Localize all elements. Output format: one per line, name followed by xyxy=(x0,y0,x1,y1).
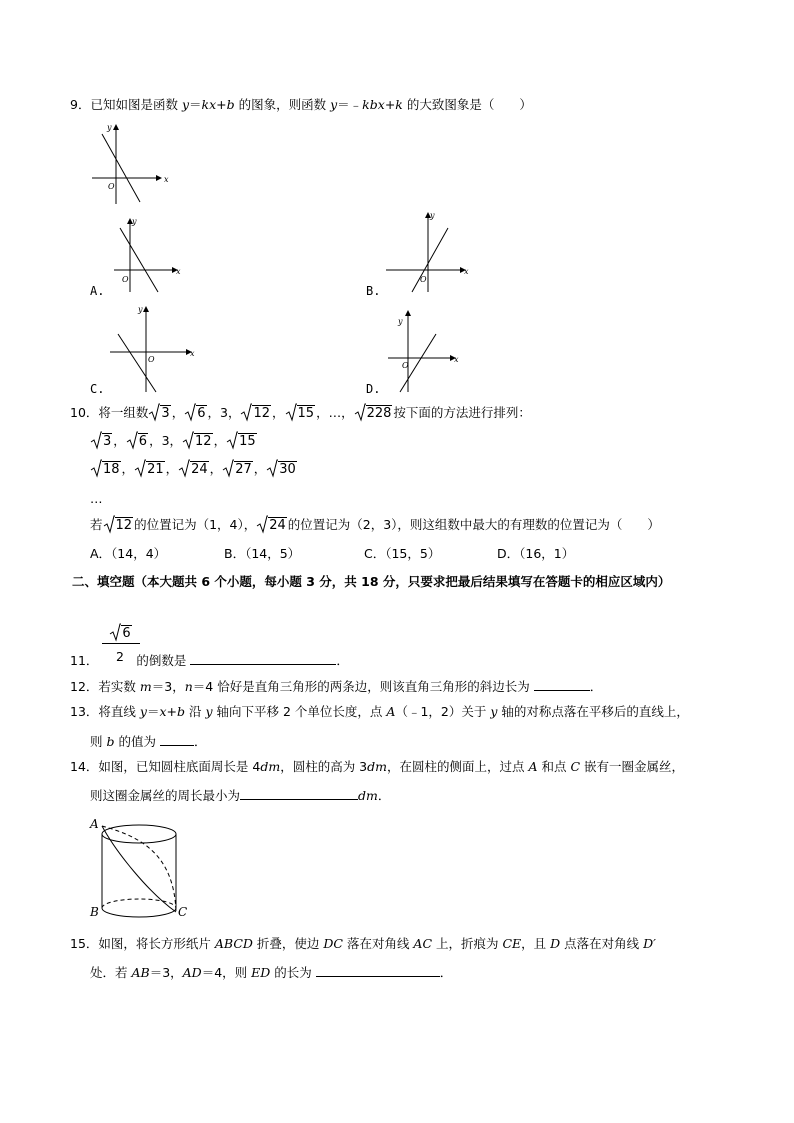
q10-choice-c[interactable]: C．（15，5） xyxy=(364,546,441,561)
q9-given-graph xyxy=(88,122,168,206)
q12-answer-blank[interactable] xyxy=(534,676,590,691)
q9-option-c-graph[interactable] xyxy=(108,304,200,394)
svg-text:x: x xyxy=(176,267,181,276)
q13-answer-blank[interactable] xyxy=(160,731,194,746)
svg-text:y: y xyxy=(138,305,143,314)
option-d-label[interactable]: D. xyxy=(366,382,381,396)
q11-stem: 11． 的倒数是 ． xyxy=(70,650,349,670)
q15-answer-blank[interactable] xyxy=(316,962,440,977)
option-a-label[interactable]: A. xyxy=(90,284,105,298)
q10-choice-a[interactable]: A．（14，4） xyxy=(90,546,167,561)
q14-answer-blank[interactable] xyxy=(240,785,358,800)
svg-text:x: x xyxy=(454,355,459,364)
q14-stem: 14．如图，已知圆柱底面周长是 4dm，圆柱的高为 3dm，在圆柱的侧面上，过点 A 和点 C 嵌有一圈金属丝， xyxy=(70,759,685,774)
svg-text:y: y xyxy=(430,211,435,220)
point-a-label: A xyxy=(90,817,99,831)
q9-stem: 9．已知如图是函数 y＝kx+b 的图象，则函数 y＝﹣kbx+k 的大致图象是（ ） xyxy=(70,97,532,112)
svg-text:O: O xyxy=(402,361,409,370)
q10-choice-b[interactable]: B．（14，5） xyxy=(224,546,301,561)
q15-stem: 15．如图，将长方形纸片 ABCD 折叠，使边 DC 落在对角线 AC 上，折痕为 CE，且 D 点落在对角线 D′ xyxy=(70,936,657,951)
option-b-label[interactable]: B. xyxy=(366,284,381,298)
svg-text:x: x xyxy=(190,349,195,358)
q13-stem: 13．将直线 y＝x+b 沿 y 轴向下平移 2 个单位长度，点 A（﹣1，2）关于 y 轴的对称点落在平移后的直线上， xyxy=(70,704,689,719)
q10-ellipsis: … xyxy=(90,491,103,506)
svg-text:O: O xyxy=(420,275,427,284)
x-axis-label: x xyxy=(164,175,169,184)
q9-option-b-graph[interactable] xyxy=(384,210,472,296)
q10-row2: 18 ， 21 ， 24 ， 27 ， 30 xyxy=(90,460,298,479)
svg-text:O: O xyxy=(122,275,129,284)
svg-text:x: x xyxy=(464,267,469,276)
point-b-label: B xyxy=(90,905,99,919)
point-c-label: C xyxy=(178,905,188,919)
svg-text:y: y xyxy=(398,317,403,326)
svg-text:O: O xyxy=(148,355,155,364)
q13-line2: 则 b 的值为 ． xyxy=(90,731,206,751)
q9-option-a-graph[interactable] xyxy=(112,216,184,296)
q10-position-text: 若 12 的位置记为（1，4）， 24 的位置记为（2，3），则这组数中最大的有理数的位置记为（ ） xyxy=(90,517,660,533)
q9-option-d-graph[interactable] xyxy=(386,308,466,394)
q12-stem: 12．若实数 m＝3，n＝4 恰好是直角三角形的两条边，则该直角三角形的斜边长为 ． xyxy=(70,676,602,696)
svg-text:y: y xyxy=(132,217,137,226)
q10-row1: 3 ， 6 ，3， 12 ， 15 xyxy=(90,432,258,451)
option-c-label[interactable]: C. xyxy=(90,382,105,396)
q10-choice-d[interactable]: D．（16，1） xyxy=(497,546,575,561)
q14-cylinder-figure xyxy=(88,812,198,924)
origin-label: O xyxy=(108,182,115,191)
sqrt-3: 3 xyxy=(149,404,170,423)
q10-stem: 10．将一组数 3 ， 6 ，3， 12 ， 15 ，…， 228 按下面的方法进行排列： xyxy=(70,405,531,421)
q15-line2: 处．若 AB＝3，AD＝4，则 ED 的长为 ． xyxy=(90,962,452,982)
y-axis-label: y xyxy=(107,123,112,132)
section-2-heading: 二、填空题（本大题共 6 个小题，每小题 3 分，共 18 分，只要求把最后结果填写在答题卡的相应区域内） xyxy=(72,574,671,589)
q14-line2: 则这圈金属丝的周长最小为 dm． xyxy=(90,785,390,805)
q11-answer-blank[interactable] xyxy=(190,650,336,665)
